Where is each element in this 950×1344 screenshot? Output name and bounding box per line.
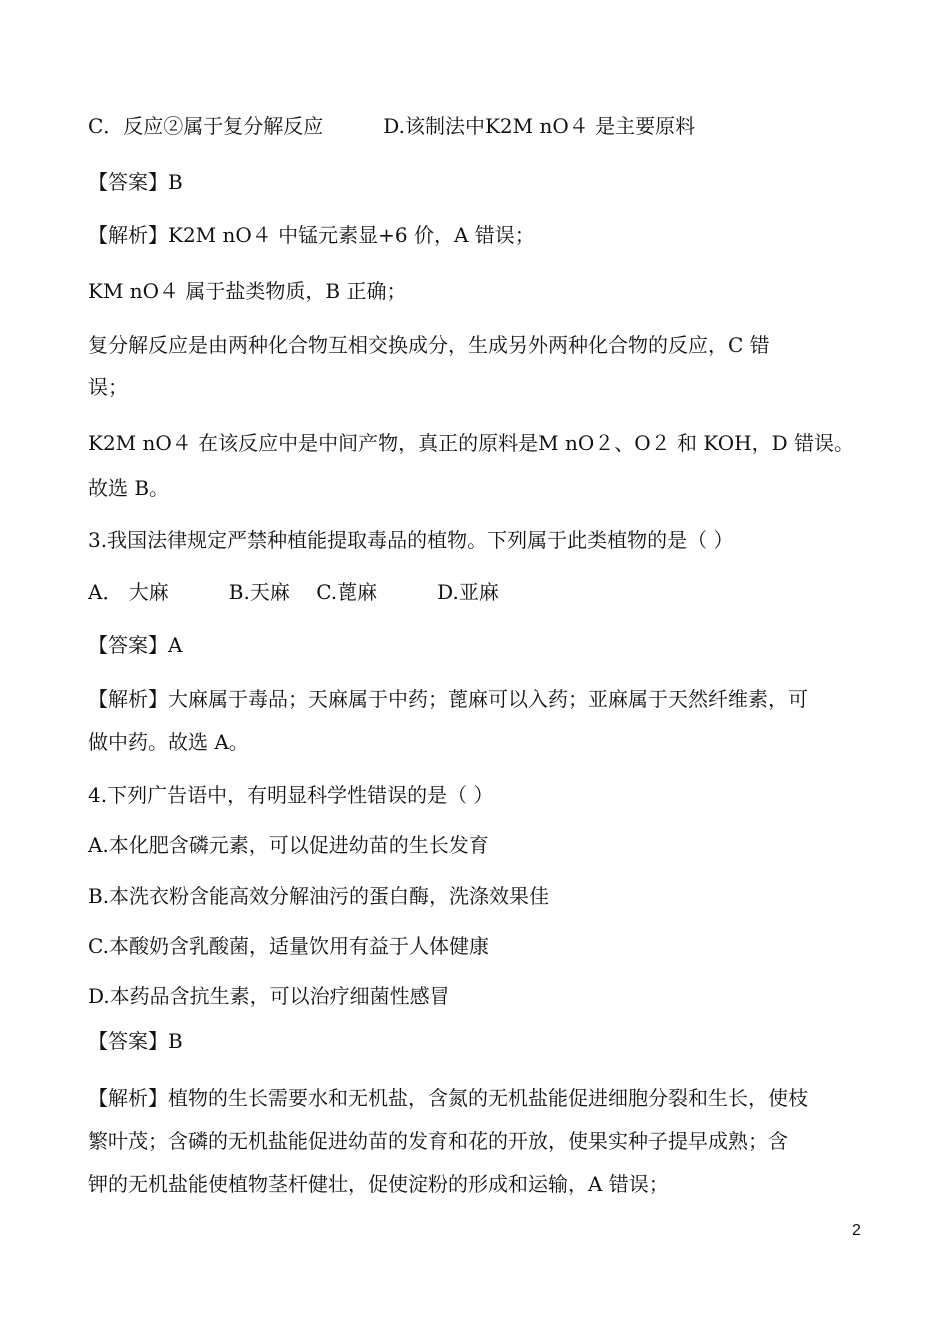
option-c-d-line: C．反应②属于复分解反应 D.该制法中K2M nO４ 是主要原料	[88, 114, 696, 138]
explanation-line: K2M nO４ 在该反应中是中间产物，真正的原料是M nO２、O２ 和 KOH，D 错误。	[88, 431, 854, 455]
question-4: 4.下列广告语中，有明显科学性错误的是（ ）	[88, 783, 494, 807]
explanation-line: 繁叶茂；含磷的无机盐能促进幼苗的发育和花的开放，使果实种子提早成熟；含	[88, 1129, 788, 1153]
question-4-option-b: B.本洗衣粉含能高效分解油污的蛋白酶，洗涤效果佳	[88, 884, 550, 908]
explanation-line: 【解析】大麻属于毒品；天麻属于中药；蓖麻可以入药；亚麻属于天然纤维素，可	[88, 687, 808, 711]
question-4-option-c: C.本酸奶含乳酸菌，适量饮用有益于人体健康	[88, 934, 489, 958]
answer-line: 【答案】B	[88, 1029, 183, 1053]
explanation-line: 【解析】植物的生长需要水和无机盐，含氮的无机盐能促进细胞分裂和生长，使枝	[88, 1086, 808, 1110]
answer-line: 【答案】A	[88, 633, 183, 657]
question-3-options: A． 大麻 B.天麻 C.蓖麻 D.亚麻	[88, 580, 499, 604]
explanation-line: 误；	[88, 375, 128, 399]
answer-line: 【答案】B	[88, 170, 183, 194]
explanation-line: 做中药。故选 A。	[88, 730, 249, 754]
question-3: 3.我国法律规定严禁种植能提取毒品的植物。下列属于此类植物的是（ ）	[88, 528, 734, 552]
explanation-line: 复分解反应是由两种化合物互相交换成分，生成另外两种化合物的反应，C 错	[88, 333, 770, 357]
explanation-line: 钾的无机盐能使植物茎杆健壮，促使淀粉的形成和运输，A 错误；	[88, 1172, 669, 1196]
explanation-line: KM nO４ 属于盐类物质，B 正确；	[88, 279, 407, 303]
question-4-option-d: D.本药品含抗生素，可以治疗细菌性感冒	[88, 984, 450, 1008]
page-number: 2	[852, 1222, 861, 1239]
explanation-line: 【解析】K2M nO４ 中锰元素显+6 价，A 错误；	[88, 223, 535, 247]
explanation-line: 故选 B。	[88, 476, 170, 500]
question-4-option-a: A.本化肥含磷元素，可以促进幼苗的生长发育	[88, 833, 489, 857]
